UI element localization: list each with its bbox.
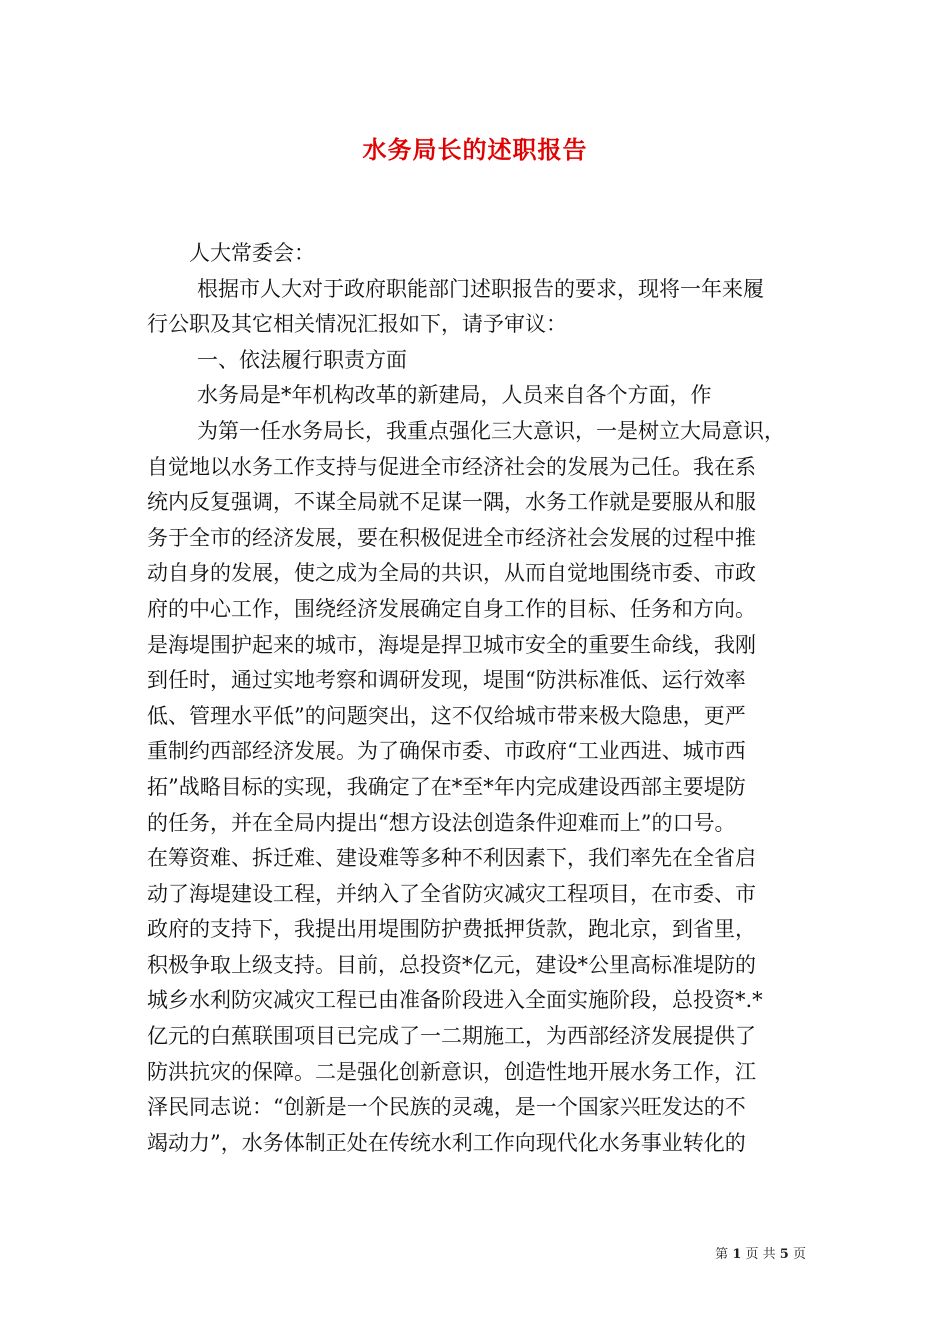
text-line: 低、管理水平低”的问题突出，这不仅给城市带来极大隐患，更严 bbox=[147, 703, 746, 728]
text-line: 在筹资难、拆迁难、建设难等多种不利因素下，我们率先在全省启 bbox=[147, 846, 756, 871]
text-line: 城乡水利防灾减灾工程已由准备阶段进入全面实施阶段，总投资*.* bbox=[147, 988, 763, 1013]
text-line: 防洪抗灾的保障。二是强化创新意识，创造性地开展水务工作，江 bbox=[147, 1059, 756, 1084]
text-line: 统内反复强调，不谋全局就不足谋一隅，水务工作就是要服从和服 bbox=[147, 490, 756, 515]
text-line: 府的中心工作，围绕经济发展确定自身工作的目标、任务和方向。 bbox=[147, 596, 756, 621]
text-line: 政府的支持下，我提出用堤围防护费抵押货款，跑北京，到省里， bbox=[147, 917, 756, 942]
footer-middle: 页 共 bbox=[745, 1247, 776, 1262]
text-line: 重制约西部经济发展。为了确保市委、市政府“工业西进、城市西 bbox=[147, 739, 746, 764]
footer-suffix: 页 bbox=[792, 1247, 806, 1262]
text-line: 拓”战略目标的实现，我确定了在*至*年内完成建设西部主要堤防 bbox=[147, 774, 746, 799]
text-line: 泽民同志说：“创新是一个民族的灵魂，是一个国家兴旺发达的不 bbox=[147, 1095, 746, 1120]
text-line: 是海堤围护起来的城市，海堤是捍卫城市安全的重要生命线，我刚 bbox=[147, 632, 756, 657]
footer-page-number: 1 bbox=[732, 1247, 742, 1262]
document-body bbox=[147, 236, 807, 1161]
text-line: 动自身的发展，使之成为全局的共识，从而自觉地围绕市委、市政 bbox=[147, 561, 756, 586]
text-line: 行公职及其它相关情况汇报如下，请予审议： bbox=[147, 312, 567, 337]
text-line: 自觉地以水务工作支持与促进全市经济社会的发展为己任。我在系 bbox=[147, 454, 756, 479]
footer-total-pages: 5 bbox=[779, 1247, 789, 1262]
text-line: 为第一任水务局长，我重点强化三大意识，一是树立大局意识， bbox=[197, 418, 785, 443]
text-line: 水务局是*年机构改革的新建局，人员来自各个方面，作 bbox=[197, 383, 712, 408]
text-line: 一、依法履行职责方面 bbox=[197, 347, 407, 372]
text-line: 根据市人大对于政府职能部门述职报告的要求，现将一年来履 bbox=[197, 276, 764, 301]
text-line: 人大常委会： bbox=[189, 241, 315, 265]
text-line: 到任时，通过实地考察和调研发现，堤围“防洪标准低、运行效率 bbox=[147, 668, 746, 693]
document-title: 水务局长的述职报告 bbox=[362, 135, 588, 164]
text-line: 亿元的白蕉联围项目已完成了一二期施工，为西部经济发展提供了 bbox=[147, 1024, 756, 1049]
text-line: 积极争取上级支持。目前，总投资*亿元，建设*公里高标准堤防的 bbox=[147, 952, 756, 977]
footer-prefix: 第 bbox=[715, 1247, 729, 1262]
page-footer bbox=[0, 1246, 806, 1264]
text-line: 务于全市的经济发展，要在积极促进全市经济社会发展的过程中推 bbox=[147, 525, 756, 550]
text-line: 动了海堤建设工程，并纳入了全省防灾减灾工程项目，在市委、市 bbox=[147, 881, 756, 906]
text-line: 竭动力”，水务体制正处在传统水利工作向现代化水务事业转化的 bbox=[147, 1130, 746, 1155]
text-line: 的任务，并在全局内提出“想方设法创造条件迎难而上”的口号。 bbox=[147, 810, 736, 835]
